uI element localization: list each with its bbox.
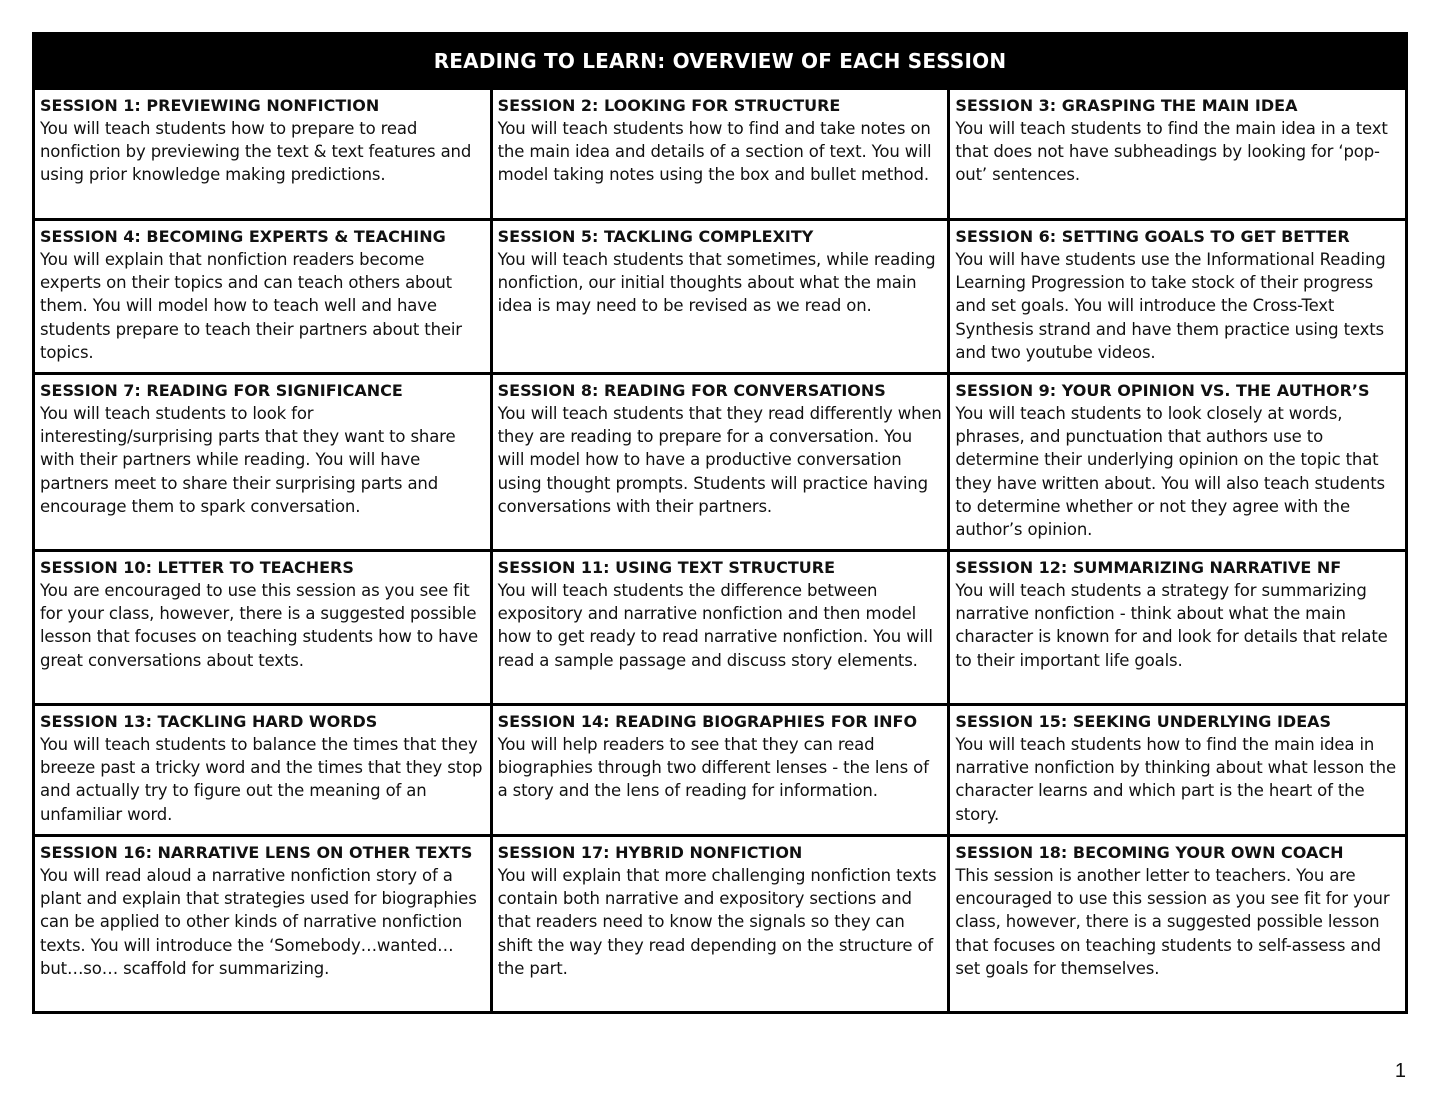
session-cell: [949, 374, 1407, 551]
session-description: You will teach students to look for interesting/surprising parts that they want to share with their partners while reading. You will have partners meet to share their surprising parts and encourage them to spark conversation.: [40, 404, 456, 516]
session-cell: [949, 705, 1407, 836]
session-description: You will teach students how to find and take notes on the main idea and details of a section of text. You will model taking notes using the box and bullet method.: [497, 119, 932, 185]
session-title: SESSION 13: TACKLING HARD WORDS: [40, 712, 378, 731]
session-overview-table: [32, 32, 1408, 1014]
session-description: You will explain that more challenging nonfiction texts contain both narrative and expository sections and that readers need to know the signals so they can shift the way they read depending on the structure of the part.: [497, 866, 937, 978]
table-row: [34, 705, 1407, 836]
session-cell: [34, 705, 492, 836]
session-description: You will read aloud a narrative nonfiction story of a plant and explain that strategies used for biographies can be applied to other kinds of narrative nonfiction texts. You will introduce the ‘Somebody…wanted…but…so… scaffold for summarizing.: [40, 866, 477, 978]
session-cell: [491, 374, 949, 551]
session-cell: [491, 89, 949, 220]
session-cell: [34, 89, 492, 220]
session-title: SESSION 1: PREVIEWING NONFICTION: [40, 96, 380, 115]
session-title: SESSION 9: YOUR OPINION VS. THE AUTHOR’S: [955, 381, 1370, 400]
session-description: You will teach students the difference between expository and narrative nonfiction and then model how to get ready to read narrative nonfiction. You will read a sample passage and discuss story elements.: [497, 581, 933, 670]
session-cell: [949, 551, 1407, 705]
session-description: You will teach students to balance the times that they breeze past a tricky word and the times that they stop and actually try to figure out the meaning of an unfamiliar word.: [40, 735, 483, 824]
table-header-row: [34, 34, 1407, 89]
session-description: You will explain that nonfiction readers become experts on their topics and can teach others about them. You will model how to teach well and have students prepare to teach their partners about their topics.: [40, 250, 462, 362]
session-cell: [949, 836, 1407, 1013]
session-title: SESSION 18: BECOMING YOUR OWN COACH: [955, 843, 1344, 862]
table-row: [34, 220, 1407, 374]
session-description: You will teach students how to prepare to read nonfiction by previewing the text & text features and using prior knowledge making predictions.: [40, 119, 472, 185]
session-title: SESSION 10: LETTER TO TEACHERS: [40, 558, 354, 577]
session-cell: [491, 220, 949, 374]
session-title: SESSION 17: HYBRID NONFICTION: [497, 843, 803, 862]
session-cell: [34, 836, 492, 1013]
session-description: This session is another letter to teachers. You are encouraged to use this session as you see fit for your class, however, there is a suggested possible lesson that focuses on teaching students to self-assess and set goals for themselves.: [955, 866, 1390, 978]
session-title: SESSION 4: BECOMING EXPERTS & TEACHING: [40, 227, 446, 246]
session-title: SESSION 5: TACKLING COMPLEXITY: [497, 227, 814, 246]
session-title: SESSION 15: SEEKING UNDERLYING IDEAS: [955, 712, 1332, 731]
session-cell: [949, 220, 1407, 374]
table-row: [34, 89, 1407, 220]
session-description: You will teach students how to find the main idea in narrative nonfiction by thinking about what lesson the character learns and which part is the heart of the story.: [955, 735, 1396, 824]
session-title: SESSION 2: LOOKING FOR STRUCTURE: [497, 96, 841, 115]
session-title: SESSION 11: USING TEXT STRUCTURE: [497, 558, 836, 577]
session-cell: [949, 89, 1407, 220]
session-description: You are encouraged to use this session as you see fit for your class, however, there is a suggested possible lesson that focuses on teaching students how to have great conversations about texts.: [40, 581, 479, 670]
table-row: [34, 374, 1407, 551]
session-title: SESSION 12: SUMMARIZING NARRATIVE NF: [955, 558, 1342, 577]
session-cell: [491, 705, 949, 836]
session-title: SESSION 6: SETTING GOALS TO GET BETTER: [955, 227, 1350, 246]
session-description: You will help readers to see that they can read biographies through two different lenses - the lens of a story and the lens of reading for information.: [497, 735, 929, 801]
session-title: SESSION 7: READING FOR SIGNIFICANCE: [40, 381, 403, 400]
session-description: You will teach students to find the main idea in a text that does not have subheadings by looking for ‘pop-out’ sentences.: [955, 119, 1388, 185]
page-number: 1: [1394, 1060, 1406, 1082]
session-cell: [491, 551, 949, 705]
session-title: SESSION 8: READING FOR CONVERSATIONS: [497, 381, 886, 400]
table-row: [34, 551, 1407, 705]
session-cell: [34, 551, 492, 705]
session-description: You will teach students to look closely at words, phrases, and punctuation that authors use to determine their underlying opinion on the topic that they have written about. You will also teach students to determine whether or not they agree with the author’s opinion.: [955, 404, 1385, 540]
session-cell: [491, 836, 949, 1013]
session-title: SESSION 16: NARRATIVE LENS ON OTHER TEXTS: [40, 843, 473, 862]
session-cell: [34, 374, 492, 551]
session-cell: [34, 220, 492, 374]
table-row: [34, 836, 1407, 1013]
table-title: READING TO LEARN: OVERVIEW OF EACH SESSION: [34, 34, 1407, 89]
session-description: You will teach students that they read differently when they are reading to prepare for a conversation. You will model how to have a productive conversation using thought prompts. Students will practice having conversations with their partners.: [497, 404, 942, 516]
session-description: You will teach students that sometimes, while reading nonfiction, our initial thoughts about what the main idea is may need to be revised as we read on.: [497, 250, 936, 316]
session-description: You will teach students a strategy for summarizing narrative nonfiction - think about what the main character is known for and look for details that relate to their important life goals.: [955, 581, 1388, 670]
session-title: SESSION 3: GRASPING THE MAIN IDEA: [955, 96, 1298, 115]
session-description: You will have students use the Informational Reading Learning Progression to take stock of their progress and set goals. You will introduce the Cross-Text Synthesis strand and have them practice using texts and two youtube videos.: [955, 250, 1386, 362]
session-title: SESSION 14: READING BIOGRAPHIES FOR INFO: [497, 712, 918, 731]
